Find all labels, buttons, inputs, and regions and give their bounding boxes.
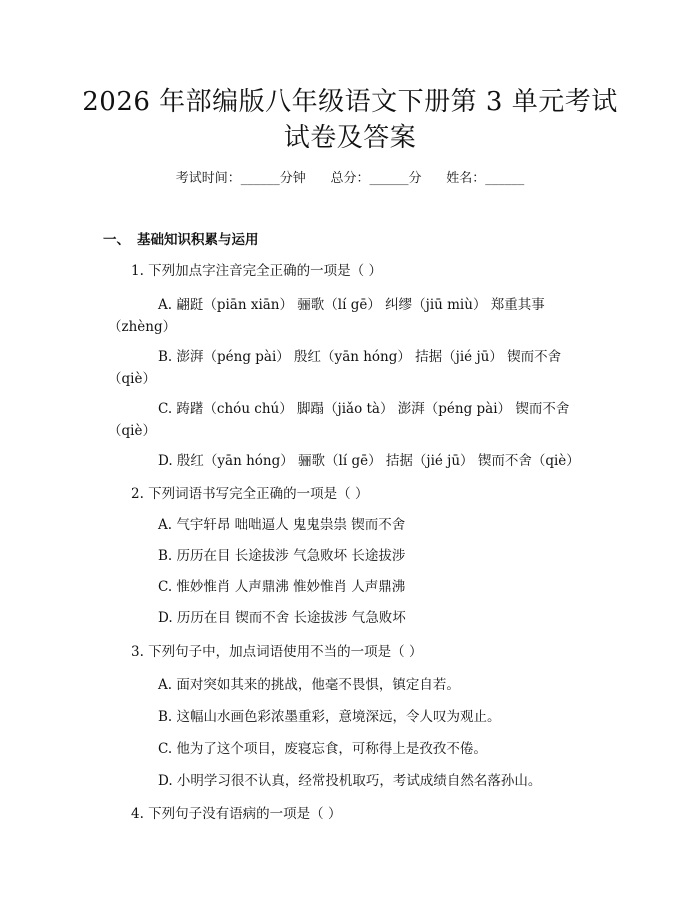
question-1-option-b-wrap: （qiè） — [108, 371, 156, 387]
exam-meta-info: 考试时间：______分钟 总分：______分 姓名：______ — [175, 171, 525, 186]
question-1-option-c-wrap: （qiè） — [108, 423, 156, 439]
exam-title-line-1: 2026 年部编版八年级语文下册第 3 单元考试 — [82, 87, 618, 117]
section-title: 基础知识积累与运用 — [137, 232, 259, 248]
exam-title-line-2: 试卷及答案 — [283, 123, 417, 153]
question-2-option-a: A. 气宇轩昂 咄咄逼人 鬼鬼祟祟 锲而不舍 — [158, 517, 406, 533]
question-1-stem: 1. 下列加点字注音完全正确的一项是（ ） — [131, 263, 382, 279]
question-1-option-a-wrap: （zhèng） — [108, 319, 177, 335]
question-2-option-b: B. 历历在目 长途拔涉 气急败坏 长途拔涉 — [158, 548, 406, 564]
question-3-option-b: B. 这幅山水画色彩浓墨重彩，意境深远，令人叹为观止。 — [158, 709, 501, 725]
question-2-stem: 2. 下列词语书写完全正确的一项是（ ） — [131, 486, 369, 502]
question-1-option-d: D. 殷红（yān hóng） 骊歌（lí gē） 拮据（jié jū） 锲而不舍（qiè） — [158, 453, 580, 469]
section-number: 一、 — [103, 232, 130, 248]
question-3-stem: 3. 下列句子中，加点词语使用不当的一项是（ ） — [131, 644, 423, 660]
question-3-option-a: A. 面对突如其来的挑战，他毫不畏惧，镇定自若。 — [158, 677, 460, 693]
question-4-stem: 4. 下列句子没有语病的一项是（ ） — [131, 806, 342, 822]
question-3-option-d: D. 小明学习很不认真，经常投机取巧，考试成绩自然名落孙山。 — [158, 773, 542, 789]
section-heading — [103, 231, 259, 249]
question-1-option-a: A. 翩跹（piān xiān） 骊歌（lí gē） 纠缪（jiū miù） 郑重其事 — [158, 297, 545, 313]
question-2-option-d: D. 历历在目 锲而不舍 长途拔涉 气急败坏 — [158, 610, 406, 626]
question-2-option-c: C. 惟妙惟肖 人声鼎沸 惟妙惟肖 人声鼎沸 — [158, 579, 406, 595]
question-3-option-c: C. 他为了这个项目，废寝忘食，可称得上是孜孜不倦。 — [158, 741, 487, 757]
question-1-option-b: B. 澎湃（péng pài） 殷红（yān hóng） 拮据（jié jū） 锲而不舍 — [158, 349, 562, 365]
question-1-option-c: C. 踌躇（chóu chú） 脚蹋（jiǎo tà） 澎湃（péng pài） 锲而不舍 — [158, 401, 570, 417]
